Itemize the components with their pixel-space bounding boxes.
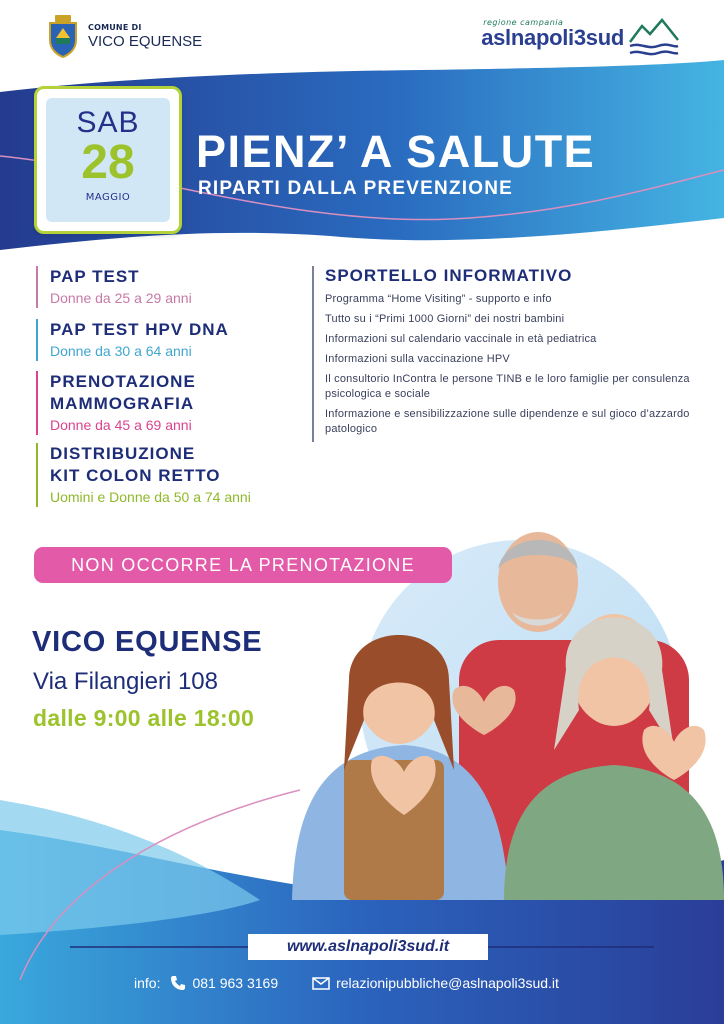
location-street: Via Filangieri 108 (33, 668, 219, 695)
sportello-title: SPORTELLO INFORMATIVO (325, 266, 573, 285)
date-card (34, 86, 182, 234)
service-detail: Donne da 45 a 69 anni (50, 417, 192, 433)
website-link[interactable]: www.aslnapoli3sud.it (248, 934, 488, 960)
service-title: PRENOTAZIONE (50, 372, 196, 391)
service-detail: Donne da 30 a 64 anni (50, 343, 192, 359)
service-title-line2: KIT COLON RETTO (50, 466, 221, 485)
phone-icon (170, 975, 186, 991)
asl-name: aslnapoli3sud (481, 25, 624, 50)
people-illustration (254, 520, 724, 900)
asl-logo (481, 18, 680, 51)
sportello-item: Il consultorio InContra le persone TINB e le loro famiglie per consulenza psicologica e sociale (325, 373, 690, 400)
comune-small-label: COMUNE DI (88, 22, 142, 32)
service-detail: Uomini e Donne da 50 a 74 anni (50, 489, 251, 505)
info-label: info: (134, 975, 161, 991)
contact-info (134, 975, 559, 991)
email-icon (312, 977, 330, 990)
service-pap-test (36, 266, 192, 308)
comune-name: VICO EQUENSE (88, 32, 203, 50)
comune-logo (46, 14, 202, 58)
sportello-item: Informazioni sul calendario vaccinale in età pediatrica (325, 333, 597, 345)
phone-number[interactable]: 081 963 3169 (192, 975, 279, 991)
date-number: 28 (81, 136, 135, 189)
sportello-item: Informazioni sulla vaccinazione HPV (325, 353, 510, 365)
sportello-item: Tutto su i “Primi 1000 Giorni” dei nostri bambini (325, 313, 565, 325)
date-month: MAGGIO (85, 192, 131, 203)
service-title: DISTRIBUZIONE (50, 444, 196, 463)
service-pap-test-hpv (36, 319, 229, 361)
asl-region: regione campania (483, 18, 564, 27)
sportello-item: Informazione e sensibilizzazione sulle dipendenze e sul gioco d’azzardo patologico (325, 408, 690, 435)
service-detail: Donne da 25 a 29 anni (50, 290, 192, 306)
service-title-line2: MAMMOGRAFIA (50, 394, 195, 413)
page-title: PIENZ’ A SALUTE (196, 126, 596, 177)
date-day: SAB (76, 106, 140, 139)
sportello-item: Programma “Home Visiting” - supporto e info (325, 293, 552, 305)
no-booking-badge: NON OCCORRE LA PRENOTAZIONE (34, 547, 452, 583)
service-title: PAP TEST (50, 267, 140, 286)
location-city: VICO EQUENSE (32, 626, 263, 658)
email-address[interactable]: relazionipubbliche@aslnapoli3sud.it (336, 975, 559, 991)
service-title: PAP TEST HPV DNA (50, 320, 229, 339)
mountain-waves-icon (628, 16, 680, 62)
crest-icon (46, 14, 80, 58)
service-mammografia (36, 371, 196, 435)
service-colon-retto (36, 443, 251, 507)
opening-hours: dalle 9:00 alle 18:00 (33, 705, 255, 731)
sportello-informativo (312, 266, 705, 442)
page-subtitle: RIPARTI DALLA PREVENZIONE (198, 178, 514, 199)
